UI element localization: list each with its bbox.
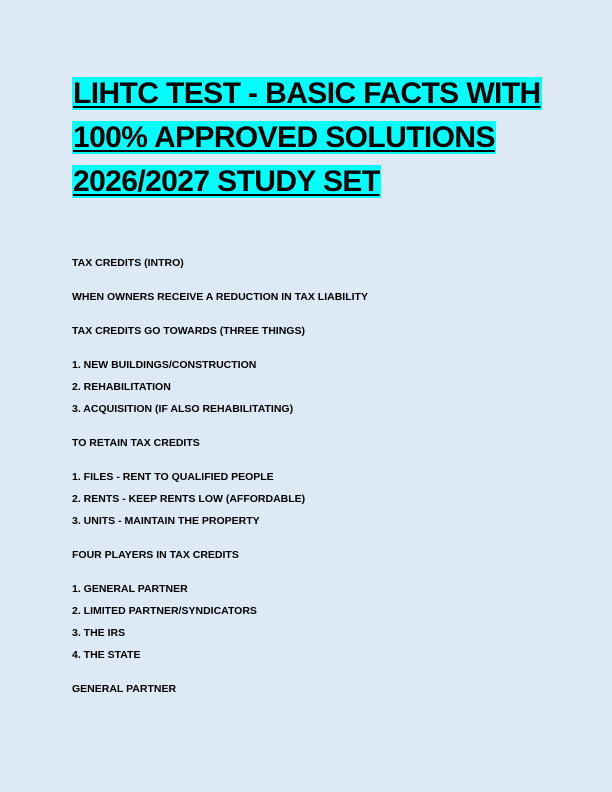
document-title — [72, 72, 552, 204]
list-item: 3. ACQUISITION (IF ALSO REHABILITATING) — [72, 403, 294, 415]
answer-tax-credits-intro: WHEN OWNERS RECEIVE A REDUCTION IN TAX LIABILITY — [72, 291, 368, 303]
list-item: 1. NEW BUILDINGS/CONSTRUCTION — [72, 359, 257, 371]
list-item: 2. REHABILITATION — [72, 381, 171, 393]
list-item: 3. UNITS - MAINTAIN THE PROPERTY — [72, 515, 260, 527]
list-item: 2. RENTS - KEEP RENTS LOW (AFFORDABLE) — [72, 493, 306, 505]
question-tax-credits-intro: TAX CREDITS (INTRO) — [72, 257, 184, 269]
title-line-2: 100% APPROVED SOLUTIONS — [73, 121, 495, 154]
list-item: 3. THE IRS — [72, 627, 126, 639]
list-item: 2. LIMITED PARTNER/SYNDICATORS — [72, 605, 257, 617]
study-content — [72, 252, 552, 700]
question-four-players: FOUR PLAYERS IN TAX CREDITS — [72, 549, 239, 561]
question-retain-tax-credits: TO RETAIN TAX CREDITS — [72, 437, 200, 449]
question-general-partner: GENERAL PARTNER — [72, 683, 177, 695]
question-tax-credits-towards: TAX CREDITS GO TOWARDS (THREE THINGS) — [72, 325, 305, 337]
list-item: 4. THE STATE — [72, 649, 141, 661]
list-item: 1. GENERAL PARTNER — [72, 583, 188, 595]
title-line-3: 2026/2027 STUDY SET — [73, 165, 380, 198]
list-item: 1. FILES - RENT TO QUALIFIED PEOPLE — [72, 471, 274, 483]
title-line-1: LIHTC TEST - BASIC FACTS WITH — [73, 77, 541, 110]
